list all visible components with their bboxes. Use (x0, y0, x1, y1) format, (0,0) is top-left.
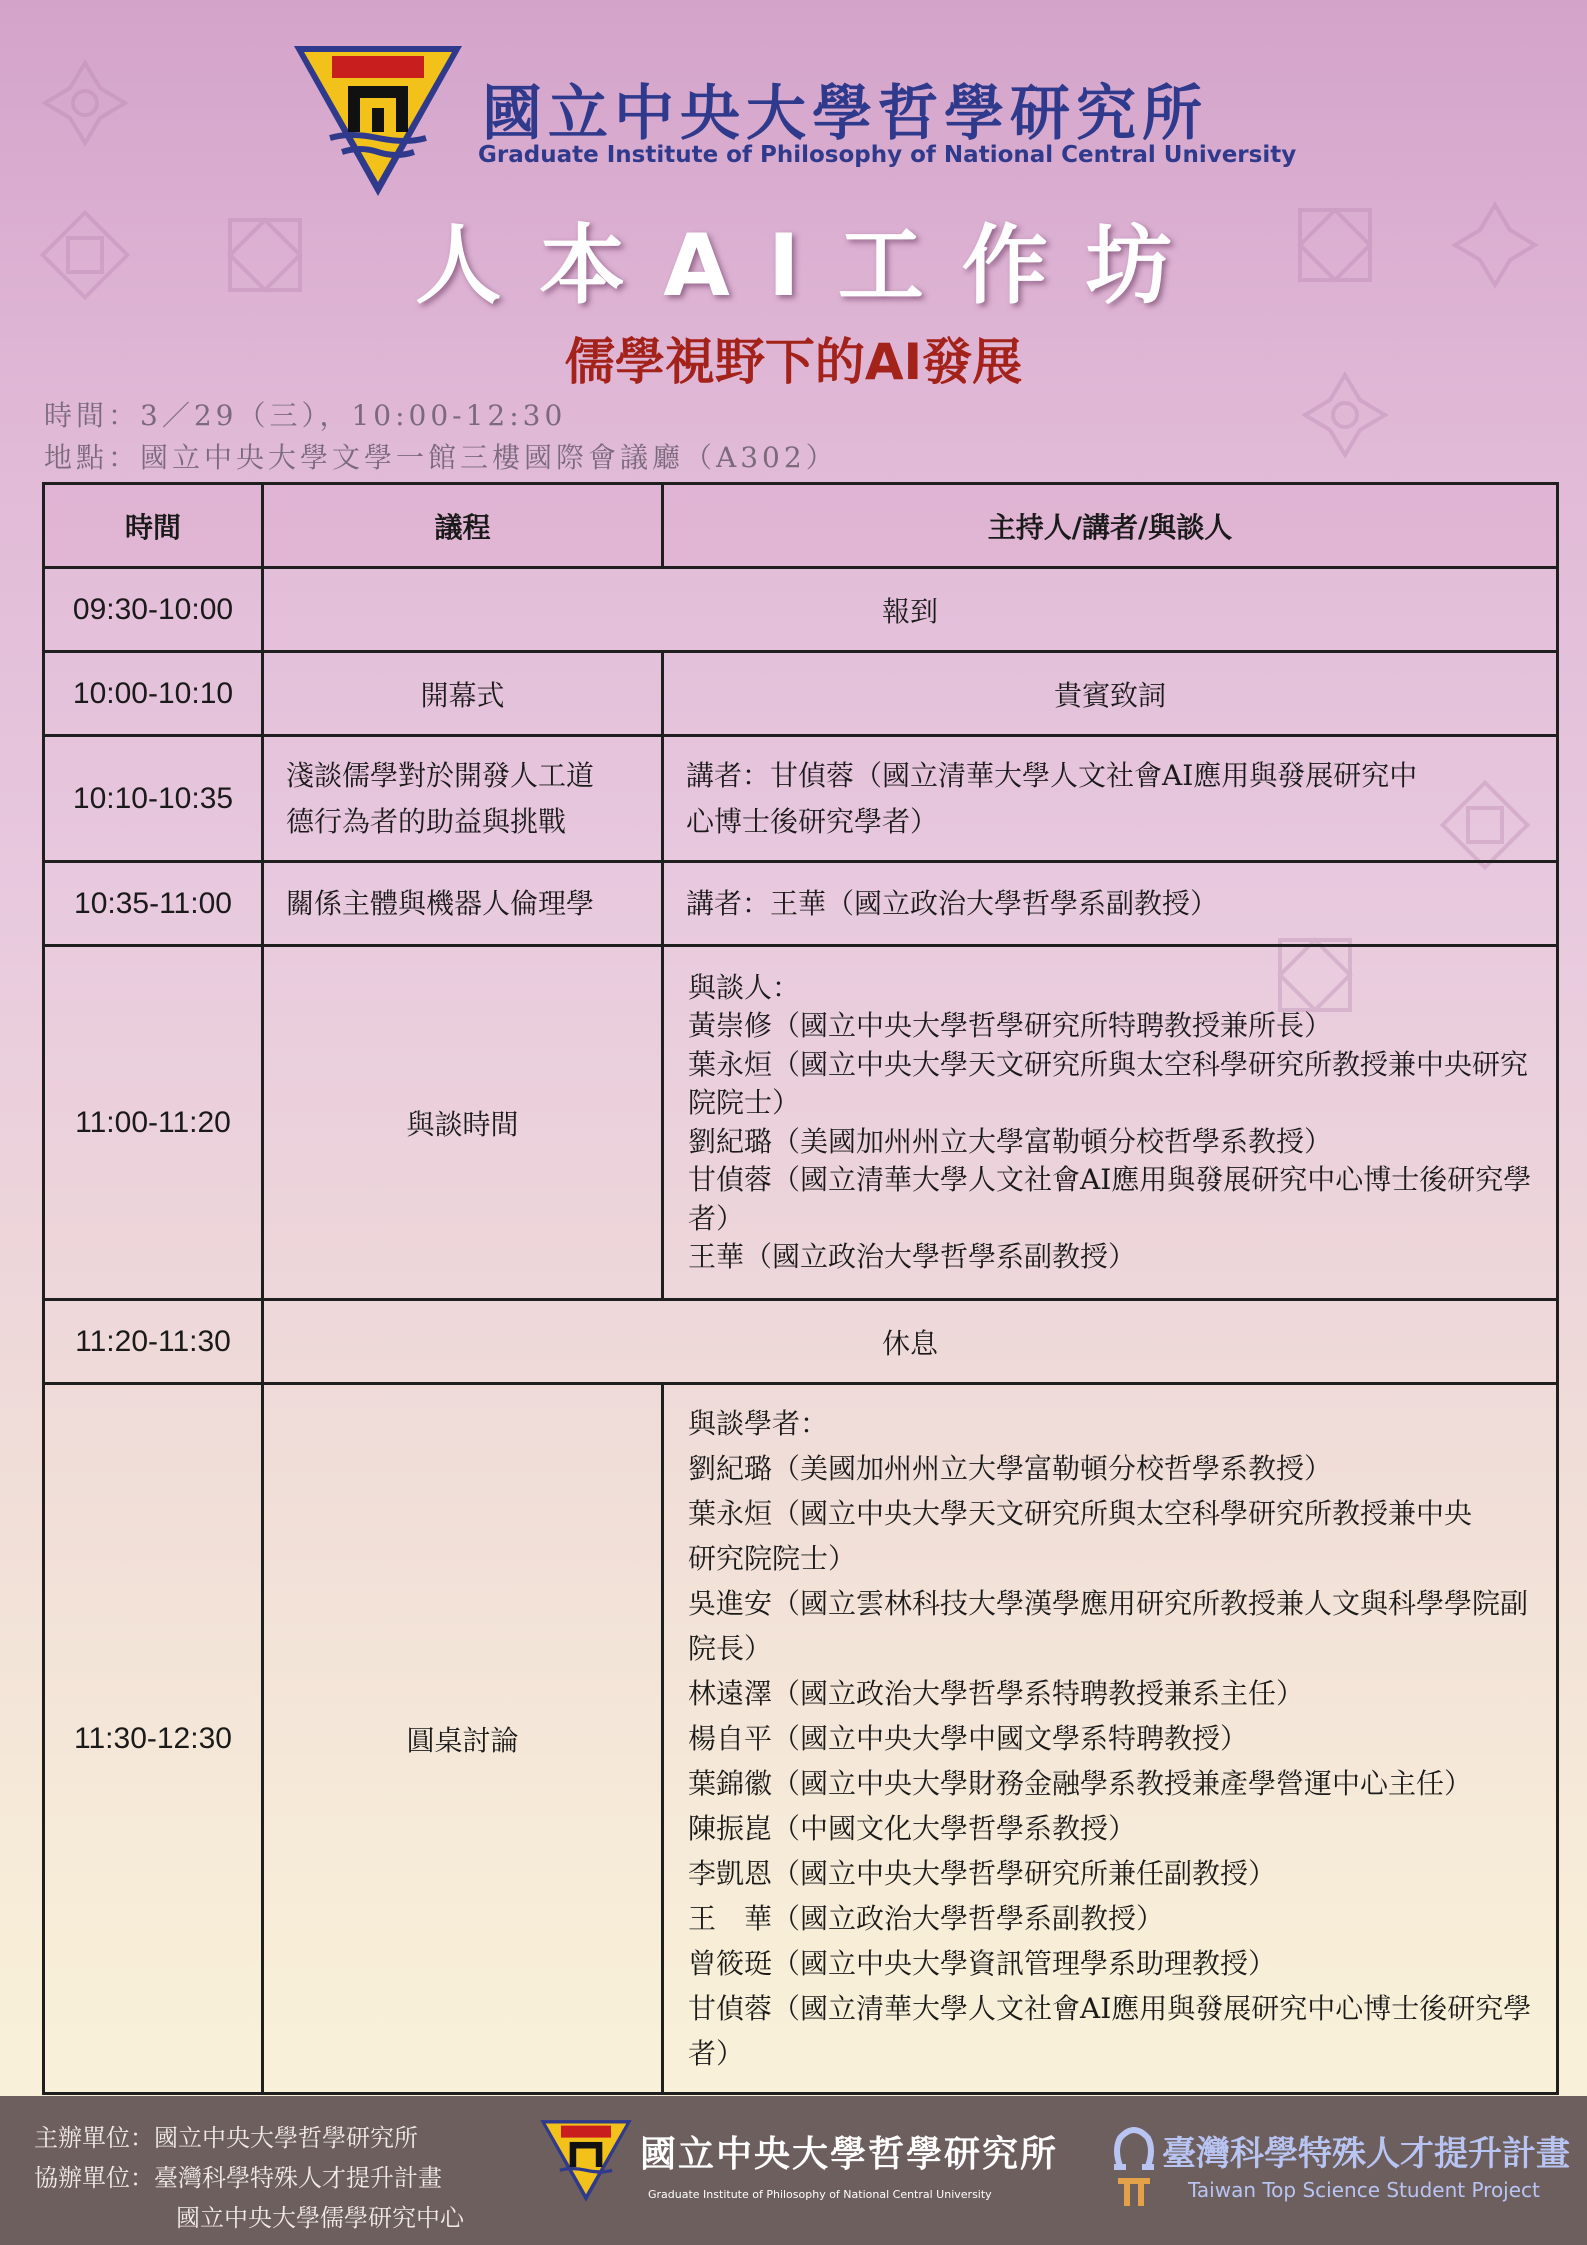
footer-project-zh: 臺灣科學特殊人才提升計畫 (1162, 2134, 1570, 2174)
row-time: 11:30-12:30 (44, 1384, 263, 2094)
omega-icon (1112, 2120, 1156, 2210)
table-row (44, 736, 1558, 862)
row-time: 10:00-10:10 (44, 652, 263, 736)
table-row (44, 1384, 1558, 2094)
people-line: 與談人： (688, 970, 801, 1004)
event-time: 時間：3／29（三），10:00-12:30 (44, 399, 567, 432)
page-title: 人本AI工作坊 (415, 216, 1210, 316)
row-time: 09:30-10:00 (44, 568, 263, 652)
footer (0, 2096, 1587, 2245)
row-program: 開幕式 (263, 652, 663, 736)
table-row (44, 652, 1558, 736)
table-header-row (44, 484, 1558, 568)
university-logo (538, 2118, 634, 2204)
people-line: 心博士後研究學者） (686, 804, 939, 838)
people-line: 王 華（國立政治大學哲學系副教授） (688, 1902, 1165, 1935)
people-line: 甘偵蓉（國立清華大學人文社會AI應用與發展研究中心博士後研究學 (688, 1163, 1532, 1196)
row-people: 貴賓致詞 (663, 652, 1558, 736)
people-line: 研究院院士） (688, 1542, 857, 1575)
row-people (663, 946, 1558, 1300)
footer-project-en: Taiwan Top Science Student Project (1188, 2178, 1540, 2202)
people-line: 吳進安（國立雲林科技大學漢學應用研究所教授兼人文與科學學院副 (688, 1587, 1529, 1620)
people-line: 黃崇修（國立中央大學哲學研究所特聘教授兼所長） (688, 1009, 1333, 1042)
row-people (663, 736, 1558, 862)
people-line: 陳振崑（中國文化大學哲學系教授） (688, 1812, 1137, 1845)
footer-institute-zh: 國立中央大學哲學研究所 (640, 2134, 1059, 2175)
table-row (44, 568, 1558, 652)
people-line: 院院士） (688, 1086, 801, 1119)
row-time: 10:10-10:35 (44, 736, 263, 862)
row-time: 11:00-11:20 (44, 946, 263, 1300)
people-line: 與談學者： (688, 1407, 829, 1440)
row-merged: 休息 (263, 1300, 1558, 1384)
row-time: 10:35-11:00 (44, 862, 263, 946)
people-line: 林遠澤（國立政治大學哲學系特聘教授兼系主任） (688, 1677, 1305, 1710)
row-merged: 報到 (263, 568, 1558, 652)
people-line: 李凱恩（國立中央大學哲學研究所兼任副教授） (688, 1857, 1277, 1890)
people-line: 葉錦徽（國立中央大學財務金融學系教授兼產學營運中心主任） (688, 1767, 1473, 1800)
institute-name-en: Graduate Institute of Philosophy of National Central University (478, 142, 1297, 168)
people-line: 劉紀璐（美國加州州立大學富勒頓分校哲學系教授） (688, 1124, 1333, 1158)
organizer-label: 主辦單位：國立中央大學哲學研究所 (34, 2124, 418, 2152)
people-line: 葉永烜（國立中央大學天文研究所與太空科學研究所教授兼中央 (688, 1497, 1473, 1530)
people-line: 王華（國立政治大學哲學系副教授） (688, 1240, 1137, 1273)
row-program (263, 736, 663, 862)
header-people: 主持人/講者/與談人 (663, 484, 1558, 568)
people-line: 甘偵蓉（國立清華大學人文社會AI應用與發展研究中心博士後研究學 (688, 1992, 1532, 2025)
program-line: 淺談儒學對於開發人工道 (286, 758, 595, 792)
agenda-table (42, 482, 1559, 2095)
people-line: 楊自平（國立中央大學中國文學系特聘教授） (688, 1722, 1249, 1755)
table-row (44, 946, 1558, 1300)
people-line: 者） (688, 1201, 745, 1235)
header-time: 時間 (44, 484, 263, 568)
co-organizer-label: 協辦單位：臺灣科學特殊人才提升計畫 (34, 2164, 442, 2192)
row-people (663, 1384, 1558, 2094)
institute-name-zh: 國立中央大學哲學研究所 (482, 79, 1208, 149)
event-place: 地點：國立中央大學文學一館三樓國際會議廳（A302） (44, 441, 838, 474)
people-line: 劉紀璐（美國加州州立大學富勒頓分校哲學系教授） (688, 1452, 1333, 1485)
table-row (44, 862, 1558, 946)
people-line: 曾筱珽（國立中央大學資訊管理學系助理教授） (688, 1947, 1277, 1980)
header-program: 議程 (263, 484, 663, 568)
people-line: 葉永烜（國立中央大學天文研究所與太空科學研究所教授兼中央研究 (688, 1047, 1529, 1081)
row-program: 圓桌討論 (263, 1384, 663, 2094)
row-time: 11:20-11:30 (44, 1300, 263, 1384)
program-line: 德行為者的助益與挑戰 (286, 804, 567, 838)
people-line: 者） (688, 2037, 745, 2070)
co-organizer-label-2: 國立中央大學儒學研究中心 (176, 2204, 464, 2232)
header (0, 0, 1587, 391)
page-subtitle: 儒學視野下的AI發展 (564, 333, 1023, 391)
row-program: 關係主體與機器人倫理學 (263, 862, 663, 946)
people-line: 講者：甘偵蓉（國立清華大學人文社會AI應用與發展研究中 (686, 758, 1418, 792)
row-program: 與談時間 (263, 946, 663, 1300)
footer-institute-en: Graduate Institute of Philosophy of National Central University (648, 2188, 992, 2201)
row-people: 講者：王華（國立政治大學哲學系副教授） (663, 862, 1558, 946)
university-logo (290, 42, 466, 200)
table-row (44, 1300, 1558, 1384)
people-line: 院長） (688, 1632, 773, 1665)
